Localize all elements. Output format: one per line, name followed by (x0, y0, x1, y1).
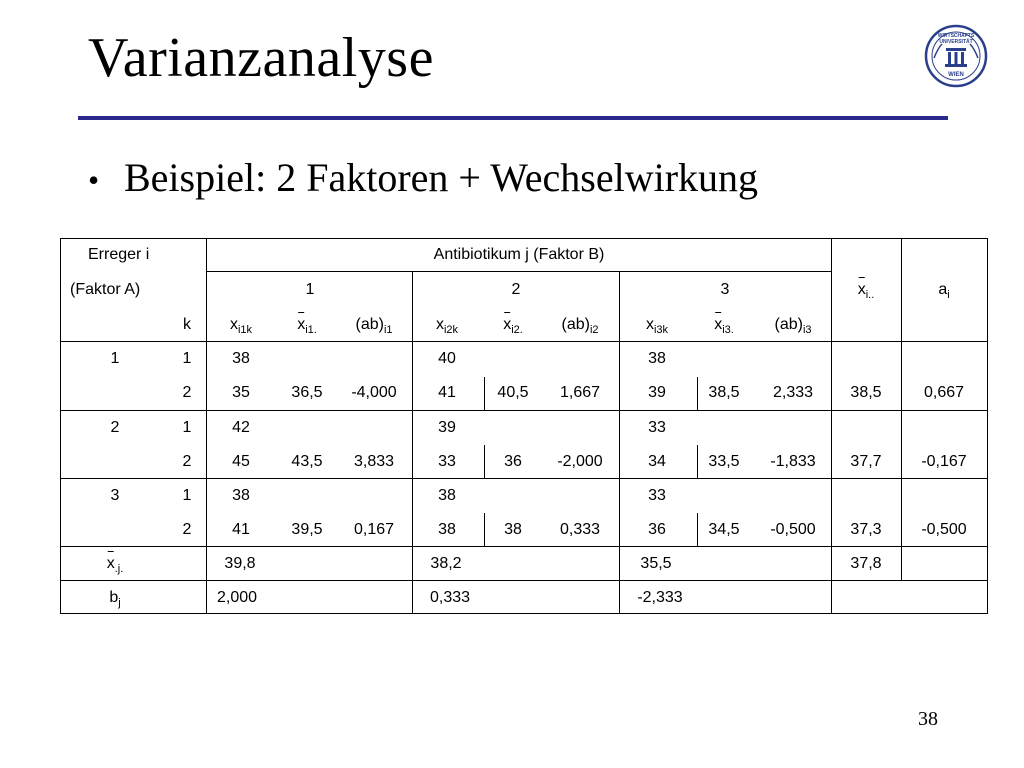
mean-i2-header (503, 316, 523, 336)
x-symbol: x (229, 316, 238, 333)
level-2-header: 2 (511, 281, 521, 298)
row-mean-symbol: x (857, 281, 866, 298)
logo-text-2: UNIVERSITÄT (939, 39, 973, 45)
mean-i1-header (297, 316, 317, 336)
table-cell: 38 (232, 487, 250, 504)
title-underline (78, 116, 948, 120)
x-bar-symbol: x (106, 555, 115, 572)
table-cell: 40 (438, 350, 456, 367)
table-cell: 33 (648, 487, 666, 504)
table-cell: 45 (232, 453, 250, 470)
table-cell: 34 (648, 453, 666, 470)
table-cell: 38,5 (708, 384, 740, 401)
factor-a-label-2: (Faktor A) (70, 281, 141, 298)
table-cell: 2,333 (772, 384, 814, 401)
col-mean-3: 35,5 (640, 555, 672, 572)
table-lines (60, 238, 988, 614)
table-cell: 39 (438, 419, 456, 436)
x-i3k-header (645, 316, 669, 336)
slide-title: Varianzanalyse (88, 27, 434, 89)
k-value: 1 (182, 350, 192, 367)
ab-i2-header (561, 316, 599, 336)
page-number: 38 (918, 708, 938, 730)
col-mean-sub: .j. (114, 563, 124, 575)
table-cell: 0,333 (559, 521, 601, 538)
bullet-text: Beispiel: 2 Faktoren + Wechselwirkung (124, 155, 759, 200)
table-cell: 40,5 (497, 384, 529, 401)
k-header: k (183, 316, 191, 333)
table-cell: 34,5 (708, 521, 740, 538)
factor-a-label: Erreger i (88, 246, 150, 263)
k-value: 1 (182, 487, 192, 504)
table-cell: 43,5 (291, 453, 323, 470)
x-sub: i1k (237, 324, 253, 336)
table-cell: 38 (438, 487, 456, 504)
table-cell: 33 (438, 453, 456, 470)
university-logo (924, 24, 988, 88)
k-value: 2 (182, 521, 192, 538)
row-mean-header (857, 281, 875, 301)
x-i1k-header (229, 316, 253, 336)
table-cell: -0,500 (770, 521, 816, 538)
factor-a-level: 3 (110, 487, 120, 504)
ab-symbol: (ab) (561, 316, 590, 333)
x-bar-symbol: x (297, 316, 306, 333)
anova-table (60, 238, 988, 614)
table-cell: -1,833 (770, 453, 816, 470)
x-sub: i3k (653, 324, 669, 336)
grand-mean: 37,8 (850, 555, 882, 572)
a-symbol: a (938, 281, 948, 298)
table-cell: -4,000 (351, 384, 397, 401)
table-cell: -2,000 (557, 453, 603, 470)
ab-symbol: (ab) (355, 316, 384, 333)
a-value: 0,667 (923, 384, 965, 401)
a-sub: i (947, 289, 950, 301)
mean-sub: i1. (305, 324, 317, 336)
table-cell: 42 (232, 419, 250, 436)
ab-i3-header (774, 316, 812, 336)
col-mean-2: 38,2 (430, 555, 462, 572)
table-cell: 38 (504, 521, 522, 538)
ab-symbol: (ab) (774, 316, 803, 333)
col-mean-label (106, 555, 124, 575)
table-cell: 38 (232, 350, 250, 367)
factor-b-label: Antibiotikum j (Faktor B) (433, 246, 605, 263)
x-symbol: x (435, 316, 444, 333)
x-i2k-header (435, 316, 459, 336)
row-mean-value: 37,3 (850, 521, 882, 538)
a-value: -0,167 (921, 453, 967, 470)
x-bar-symbol: x (503, 316, 512, 333)
col-mean-1: 39,8 (224, 555, 256, 572)
table-cell: 38 (438, 521, 456, 538)
ab-sub: i3 (802, 324, 812, 336)
x-symbol: x (645, 316, 654, 333)
b-sub: j (118, 597, 121, 609)
x-sub: i2k (443, 324, 459, 336)
table-cell: 1,667 (559, 384, 601, 401)
table-cell: 39,5 (291, 521, 323, 538)
row-mean-sub: i.. (865, 289, 875, 301)
b-symbol: b (109, 589, 119, 606)
table-cell: 39 (648, 384, 666, 401)
logo-text-3: WIEN (948, 72, 964, 78)
factor-a-level: 1 (110, 350, 120, 367)
level-1-header: 1 (305, 281, 315, 298)
b-2: 0,333 (429, 589, 471, 606)
table-cell: 33,5 (708, 453, 740, 470)
a-header (938, 281, 950, 301)
mean-i3-header (714, 316, 734, 336)
row-mean-value: 37,7 (850, 453, 882, 470)
ab-sub: i2 (589, 324, 599, 336)
table-cell: 0,167 (353, 521, 395, 538)
b-label (109, 589, 121, 609)
bullet-point (88, 155, 759, 200)
a-value: -0,500 (921, 521, 967, 538)
b-1: 2,000 (216, 589, 258, 606)
mean-sub: i2. (511, 324, 523, 336)
table-cell: 38 (648, 350, 666, 367)
k-value: 2 (182, 453, 192, 470)
table-cell: 33 (648, 419, 666, 436)
x-bar-symbol: x (714, 316, 723, 333)
ab-sub: i1 (383, 324, 393, 336)
level-3-header: 3 (720, 281, 730, 298)
k-value: 2 (182, 384, 192, 401)
table-cell: 3,833 (353, 453, 395, 470)
ab-i1-header (355, 316, 393, 336)
bullet-icon: • (88, 162, 100, 198)
table-cell: 41 (232, 521, 250, 538)
logo-text-1: WIRTSCHAFTS (937, 33, 975, 39)
table-cell: 36 (648, 521, 666, 538)
factor-a-level: 2 (110, 419, 120, 436)
table-cell: 36 (504, 453, 522, 470)
row-mean-value: 38,5 (850, 384, 882, 401)
table-cell: 35 (232, 384, 250, 401)
k-value: 1 (182, 419, 192, 436)
b-3: -2,333 (637, 589, 683, 606)
table-cell: 36,5 (291, 384, 323, 401)
table-cell: 41 (438, 384, 456, 401)
mean-sub: i3. (722, 324, 734, 336)
